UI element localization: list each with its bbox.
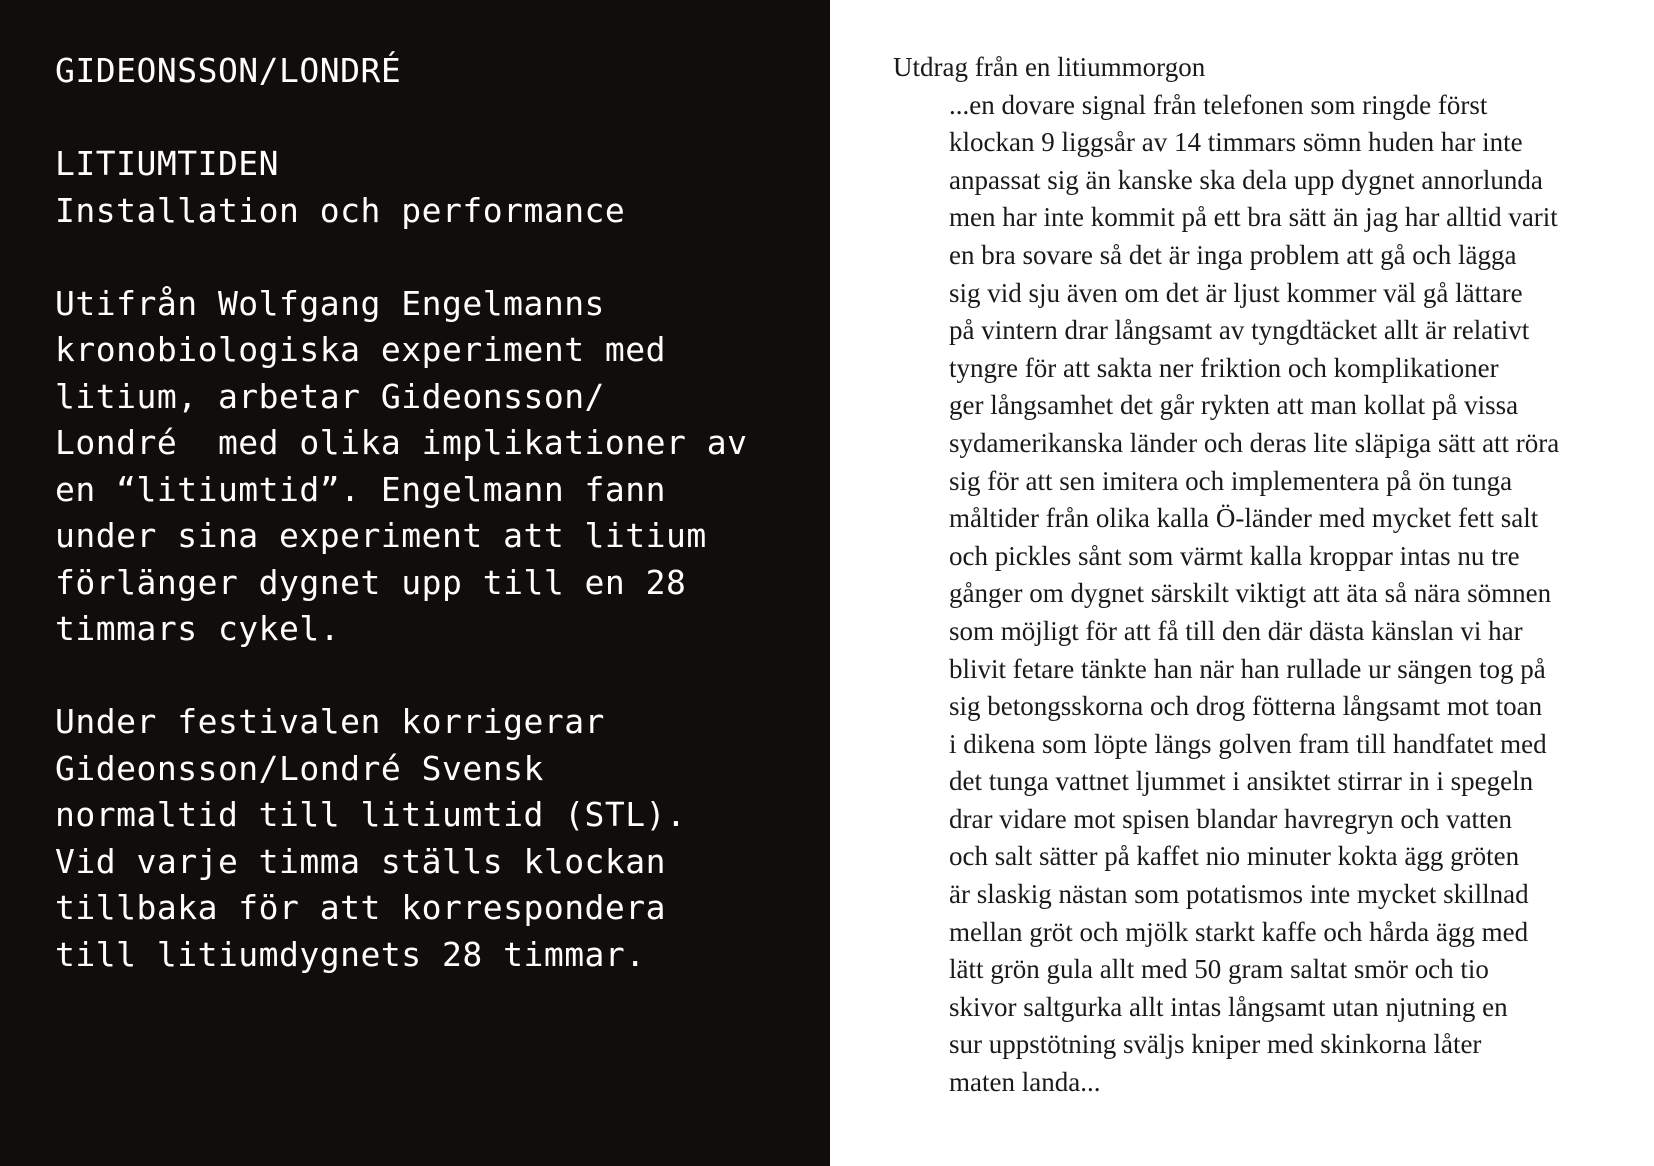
excerpt-line: lätt grön gula allt med 50 gram saltat smör och tio — [949, 954, 1489, 985]
paragraph-line: Londré med olika implikationer av — [55, 423, 748, 462]
excerpt-line: ger långsamhet det går rykten att man kollat på vissa — [949, 390, 1519, 421]
paragraph-line: timmars cykel. — [55, 609, 341, 648]
excerpt-line: som möjligt för att få till den där dästa känslan vi har — [949, 615, 1523, 646]
excerpt-line: drar vidare mot spisen blandar havregryn och vatten — [949, 803, 1513, 834]
excerpt-line: och pickles sånt som värmt kalla kroppar intas nu tre — [949, 540, 1520, 571]
paragraph-line: tillbaka för att korrespondera — [55, 888, 667, 927]
excerpt-line: klockan 9 liggsår av 14 timmars sömn huden har inte — [949, 127, 1523, 158]
paragraph-line: Under festivalen korrigerar — [55, 702, 605, 741]
excerpt-line: blivit fetare tänkte han när han rullade ur sängen tog på — [949, 653, 1546, 684]
paragraph-line: Gideonsson/Londré Svensk — [55, 748, 544, 788]
author-block — [55, 48, 830, 95]
excerpt-line: sig betongsskorna och drog fötterna långsamt mot toan — [949, 691, 1543, 722]
description-paragraph-2 — [55, 699, 830, 978]
excerpt-line: ...en dovare signal från telefonen som ringde först — [949, 89, 1488, 120]
paragraph-line: till litiumdygnets 28 timmar. — [55, 934, 646, 974]
excerpt-line: är slaskig nästan som potatismos inte mycket skillnad — [949, 879, 1529, 910]
paragraph-line: en “litiumtid”. Engelmann fann — [55, 469, 667, 509]
paragraph-line: under sina experiment att litium — [55, 516, 707, 555]
excerpt-line: maten landa... — [949, 1067, 1101, 1098]
paragraph-line: normaltid till litiumtid (STL). — [55, 795, 687, 834]
excerpt-line: tyngre för att sakta ner friktion och komplikationer — [949, 352, 1499, 383]
excerpt-line: det tunga vattnet ljummet i ansiktet stirrar in i spegeln — [949, 766, 1534, 797]
paragraph-line: kronobiologiska experiment med — [55, 330, 667, 369]
excerpt-line: i dikena som löpte längs golven fram till handfatet med — [949, 728, 1547, 759]
excerpt-body — [893, 87, 1654, 1102]
paragraph-line: förlänger dygnet upp till en 28 — [55, 562, 687, 602]
work-title: LITIUMTIDEN — [55, 144, 280, 183]
work-subtitle: Installation och performance — [55, 190, 626, 230]
paragraph-line: Utifrån Wolfgang Engelmanns — [55, 283, 605, 323]
excerpt-line: skivor saltgurka allt intas långsamt utan njutning en — [949, 991, 1508, 1022]
excerpt-line: sur uppstötning sväljs kniper med skinkorna låter — [949, 1029, 1482, 1060]
excerpt-line: sig vid sju även om det är ljust kommer väl gå lättare — [949, 277, 1523, 308]
excerpt-line: och salt sätter på kaffet nio minuter kokta ägg gröten — [949, 841, 1520, 872]
excerpt-line: på vintern drar långsamt av tyngdtäcket allt är relativt — [949, 315, 1530, 346]
author-name: GIDEONSSON/LONDRÉ — [55, 51, 402, 90]
excerpt-line: anpassat sig än kanske ska dela upp dygnet annorlunda — [949, 164, 1543, 195]
excerpt-line: gånger om dygnet särskilt viktigt att äta så nära sömnen — [949, 578, 1552, 609]
excerpt-line: sydamerikanska länder och deras lite släpiga sätt att röra — [949, 427, 1560, 458]
right-page — [830, 0, 1654, 1166]
excerpt-line: mellan gröt och mjölk starkt kaffe och hårda ägg med — [949, 916, 1529, 947]
title-block — [55, 141, 830, 234]
excerpt-line: sig för att sen imitera och implementera på ön tunga — [949, 465, 1513, 496]
paragraph-line: litium, arbetar Gideonsson/ — [55, 376, 605, 416]
excerpt-line: en bra sovare så det är inga problem att gå och lägga — [949, 239, 1517, 270]
paragraph-line: Vid varje timma ställs klockan — [55, 841, 667, 881]
description-paragraph-1 — [55, 281, 830, 653]
excerpt-line: måltider från olika kalla Ö-länder med mycket fett salt — [949, 503, 1539, 534]
excerpt-heading: Utdrag från en litiummorgon — [893, 52, 1206, 82]
excerpt-line: men har inte kommit på ett bra sätt än jag har alltid varit — [949, 202, 1558, 233]
